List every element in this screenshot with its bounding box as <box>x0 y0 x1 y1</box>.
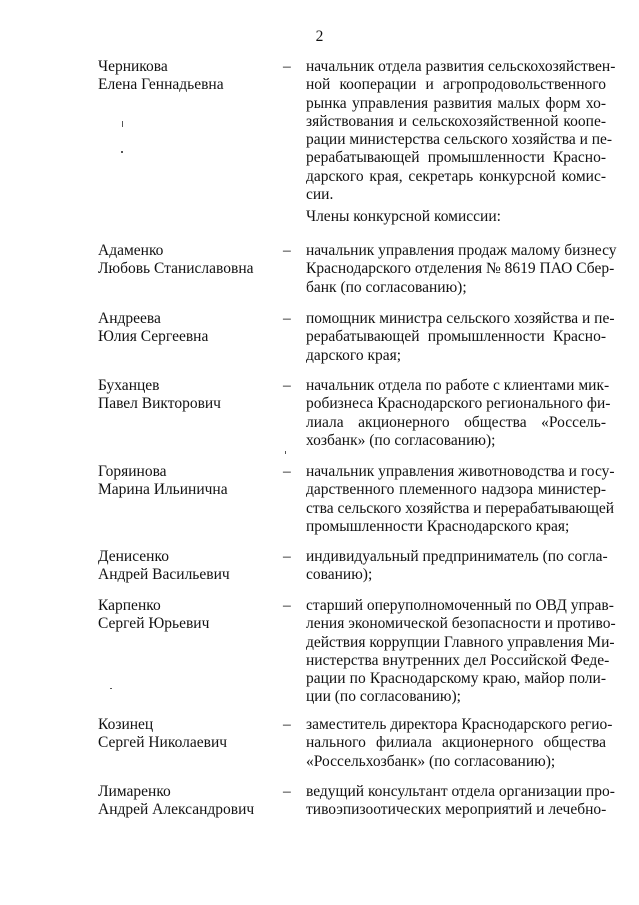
scan-speck <box>122 121 123 127</box>
member-given-name: Сергей Юрьевич <box>98 615 210 633</box>
entry-dash: – <box>283 783 291 800</box>
entry-dash: – <box>283 58 291 75</box>
description-line: Краснодарского отделения № 8619 ПАО Сбер- <box>306 260 615 278</box>
member-description <box>306 377 611 450</box>
description-line: робизнеса Краснодарского регионального фи- <box>306 395 611 413</box>
member-given-name: Андрей Васильевич <box>98 566 230 584</box>
description-line: лиала акционерного общества «Россель- <box>306 413 606 431</box>
member-given-name: Марина Ильинична <box>98 481 228 499</box>
description-line: заместитель директора Краснодарского регио- <box>306 716 613 733</box>
scan-speck <box>285 451 286 454</box>
entry-dash: – <box>283 597 291 614</box>
description-line: ства сельского хозяйства и перерабатывающей <box>306 499 615 517</box>
description-line: ной кооперации и агропродовольственного <box>306 76 606 94</box>
member-description <box>306 242 617 297</box>
entry-dash: – <box>283 242 291 259</box>
member-given-name: Андрей Александрович <box>98 801 255 819</box>
entry-dash: – <box>283 548 291 565</box>
member-description <box>306 783 615 820</box>
description-line: рерабатывающей промышленности Красно- <box>306 328 606 346</box>
description-line: начальник управления животноводства и госу- <box>306 463 615 480</box>
member-given-name: Павел Викторович <box>98 395 221 413</box>
scan-speck <box>110 688 112 689</box>
description-line: помощник министра сельского хозяйства и пе- <box>306 310 615 327</box>
description-line: ции (по согласованию); <box>306 688 461 706</box>
page-number: 2 <box>315 28 324 45</box>
member-surname: Буханцев <box>98 377 160 394</box>
secretary-description <box>306 58 616 204</box>
members-heading: Члены конкурсной комиссии: <box>306 208 501 225</box>
member-description <box>306 597 616 707</box>
scan-speck <box>121 151 123 153</box>
entry-dash: – <box>283 716 291 733</box>
description-line: ведущий консультант отдела организации про- <box>306 783 615 800</box>
description-line: дарственного племенного надзора министер- <box>306 481 606 499</box>
member-surname: Андреева <box>98 310 161 327</box>
entry-dash: – <box>283 310 291 327</box>
description-line: хозбанк» (по согласованию); <box>306 431 496 449</box>
description-line: начальник управления продаж малому бизнесу <box>306 242 617 259</box>
member-surname: Денисенко <box>98 548 169 565</box>
member-description <box>306 310 615 365</box>
secretary-given-name: Елена Геннадьевна <box>98 76 224 94</box>
description-line: начальник отдела по работе с клиентами мик- <box>306 377 610 394</box>
member-description <box>306 548 606 585</box>
member-name <box>98 716 278 753</box>
description-line: дарского края; <box>306 346 402 364</box>
member-name <box>98 783 278 820</box>
member-given-name: Сергей Николаевич <box>98 734 228 752</box>
member-name <box>98 377 278 414</box>
member-name <box>98 597 278 634</box>
member-surname: Карпенко <box>98 597 161 614</box>
description-line: дарского края, секретарь конкурсной комис- <box>306 167 606 185</box>
description-line: банк (по согласованию); <box>306 278 467 296</box>
description-line: сованию); <box>306 566 373 584</box>
description-line: нального филиала акционерного общества <box>306 734 606 752</box>
description-line: промышленности Краснодарского края; <box>306 517 570 535</box>
member-description <box>306 716 613 771</box>
description-line: начальник отдела развития сельскохозяйствен- <box>306 58 616 75</box>
description-line: тивоэпизоотических мероприятий и лечебно- <box>306 801 607 819</box>
member-given-name: Юлия Сергеевна <box>98 328 209 346</box>
description-line: нистерства внутренних дел Российской Феде- <box>306 651 610 669</box>
member-name <box>98 310 278 347</box>
member-name <box>98 463 278 500</box>
secretary-name <box>98 58 278 95</box>
member-surname: Козинец <box>98 716 154 733</box>
description-line: индивидуальный предприниматель (по согла- <box>306 548 608 565</box>
member-name <box>98 548 278 585</box>
member-name <box>98 242 278 279</box>
description-line: «Россельхозбанк» (по согласованию); <box>306 752 556 770</box>
member-surname: Лимаренко <box>98 783 171 800</box>
member-surname: Адаменко <box>98 242 164 259</box>
description-line: старший оперуполномоченный по ОВД управ- <box>306 597 614 614</box>
entry-dash: – <box>283 463 291 480</box>
description-line: действия коррупции Главного управления Ми- <box>306 633 615 651</box>
description-line: рации по Краснодарскому краю, майор поли- <box>306 670 606 688</box>
member-description <box>306 463 615 536</box>
description-line: рынка управления развития малых форм хо- <box>306 94 606 112</box>
entry-dash: – <box>283 377 291 394</box>
description-line: рации министерства сельского хозяйства и пе- <box>306 131 613 149</box>
member-surname: Горяинова <box>98 463 167 480</box>
secretary-surname: Черникова <box>98 58 168 75</box>
description-line: рерабатывающей промышленности Красно- <box>306 149 606 167</box>
description-line: зяйствования и сельскохозяйственной коопе- <box>306 112 606 130</box>
description-line: сии. <box>306 186 334 204</box>
member-given-name: Любовь Станиславовна <box>98 260 254 278</box>
description-line: ления экономической безопасности и противо- <box>306 615 616 633</box>
